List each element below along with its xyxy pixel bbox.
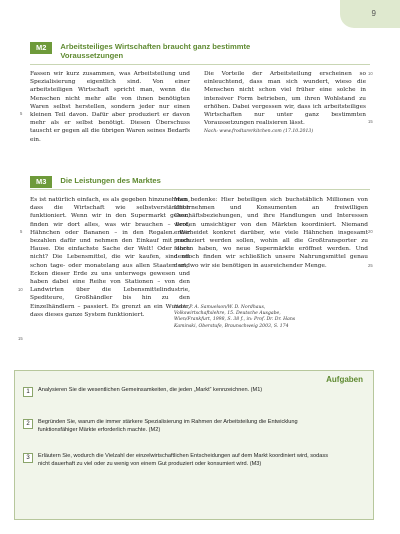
task-text: Analysieren Sie die wesentlichen Gemeinsamkeiten, die jeden „Markt“ kennzeichnen. (M1) [38, 387, 263, 393]
m2-left-column [30, 70, 190, 144]
m2-badge: M2 [30, 42, 52, 54]
m3-line-number: 5 [20, 229, 23, 234]
m2-left-text: Fassen wir kurz zusammen, was Arbeitsteilung und Spezialisierung eigentlich sind. Von einer arbeitsteiligen Wirtschaft spricht man, wenn die Menschen nicht mehr alle von ihnen benötigten Waren selbst herstellen, sondern jeder nur einen kleinen Teil davon. Dafür aber produziert er davon mehr als er selbst benötigt. Diesen Überschuss tauscht er gegen all die übrigen Waren seines Bedarfs ein. [30, 71, 190, 143]
m3-left-column [30, 196, 190, 319]
m3-badge: M3 [30, 176, 52, 188]
task-number: 3 [23, 453, 33, 463]
m2-line-number: 15 [368, 119, 373, 124]
task-item [23, 419, 338, 435]
tasks-box [14, 370, 374, 520]
m3-right-text: Man bedenke: Hier beteiligen sich buchstäblich Millionen von Unternehmen und Konsumenten an freiwilligen Geschäftsbeziehungen, und ihre Handlungen und Interessen werden umsichtiger von den Märkten koordiniert. Niemand entscheidet konkret darüber, wie viele Hähnchen insgesamt produziert werden sollen, wohin all die Großtransporter zu fahren haben, wo neue Supermärkte eröffnet werden. Und dennoch finden wir schließlich unsere Nahrungsmittel genau dort, wo wir sie benötigen in ausreichender Menge. [174, 197, 368, 269]
m3-heading [30, 176, 280, 188]
m2-title: Arbeitsteiliges Wirtschaften braucht ganz bestimmte Voraussetzungen [60, 42, 251, 61]
m2-heading [30, 42, 280, 61]
m2-right-text: Die Vorteile der Arbeitsteilung erscheinen so einleuchtend, dass man sich wundert, wieso die Menschen nicht schon viel früher eine solche in intensiver Form betrieben, um ihren Wohlstand zu erhöhen. Dabei vergessen wir, dass ich arbeitsteiliges Wirtschaften nur unter ganz bestimmten Voraussetzungen realisieren lässt. [204, 71, 366, 127]
m2-line-number: 10 [368, 71, 373, 76]
m3-source-block [174, 305, 298, 330]
m2-divider [30, 64, 370, 65]
m3-title: Die Leistungen des Marktes [60, 176, 161, 185]
task-number: 1 [23, 387, 33, 397]
task-text: Erläutern Sie, wodurch die Vielzahl der einzelwirtschaftlichen Entscheidungen auf dem Markt koordiniert wird, sodass nicht dauerhaft zu viel oder zu wenig von einem Gut produziert oder konsumiert wird. (M3) [38, 453, 328, 467]
page-number: 9 [371, 9, 376, 18]
task-text: Begründen Sie, warum die immer stärkere Spezialisierung im Rahmen der Arbeitsteilung die Entwicklung funktionsfähiger Märkte erforderlich machte. (M2) [38, 419, 298, 433]
m3-line-number: 15 [18, 336, 23, 341]
m2-line-number: 5 [20, 111, 23, 116]
m2-right-column [204, 70, 366, 136]
m3-line-number: 20 [368, 229, 373, 234]
page-corner-tab [340, 0, 400, 28]
m3-line-number: 25 [368, 263, 373, 268]
tasks-title: Aufgaben [326, 375, 363, 384]
m3-divider [30, 189, 370, 190]
m3-source: Nach: P. A. Samuelson/W. D. Nordhaus, Volkswirtschaftslehre, 15. Deutsche Ausgabe, Wien/Frankfurt, 1998, S. 38 f., in: Prof. Dr. Dr. Hans Kaminski, Oberstufe, Braunschweig 2003, S. 174 [174, 305, 296, 329]
m3-right-column [174, 196, 368, 270]
task-number: 2 [23, 419, 33, 429]
m2-source: Nach: www.frodtarerkitchen.com (17.10.2013) [204, 129, 314, 135]
m3-line-number: 10 [18, 287, 23, 292]
m3-left-text: Es ist natürlich einfach, es als gegeben hinzunehmen, dass die Wirtschaft wie selbstverständlich funktioniert. Wenn wir in den Supermarkt gehen, finden wir dort alles, was wir brauchen – Brot, Hähnchen oder Bananen – in den Regalen. Wir bezahlen dafür und nehmen den Einkauf mit nach Hause. Die einfachste Sache der Welt! Oder doch nicht? Die Lebensmittel, die wir kaufen, sind oft schon tage- oder monatelang aus allen Staaten und Ecken dieser Erde zu uns unterwegs gewesen und haben dabei eine Reihe von Stationen – von den Landwirten über die Lebensmittelindustrie, Spediteure, Großhändler bis hin zu den Einzelhändlern – passiert. Es grenzt an ein Wunder, dass dieses ganze System funktioniert. [30, 197, 190, 318]
task-item [23, 453, 338, 469]
task-item [23, 387, 338, 397]
